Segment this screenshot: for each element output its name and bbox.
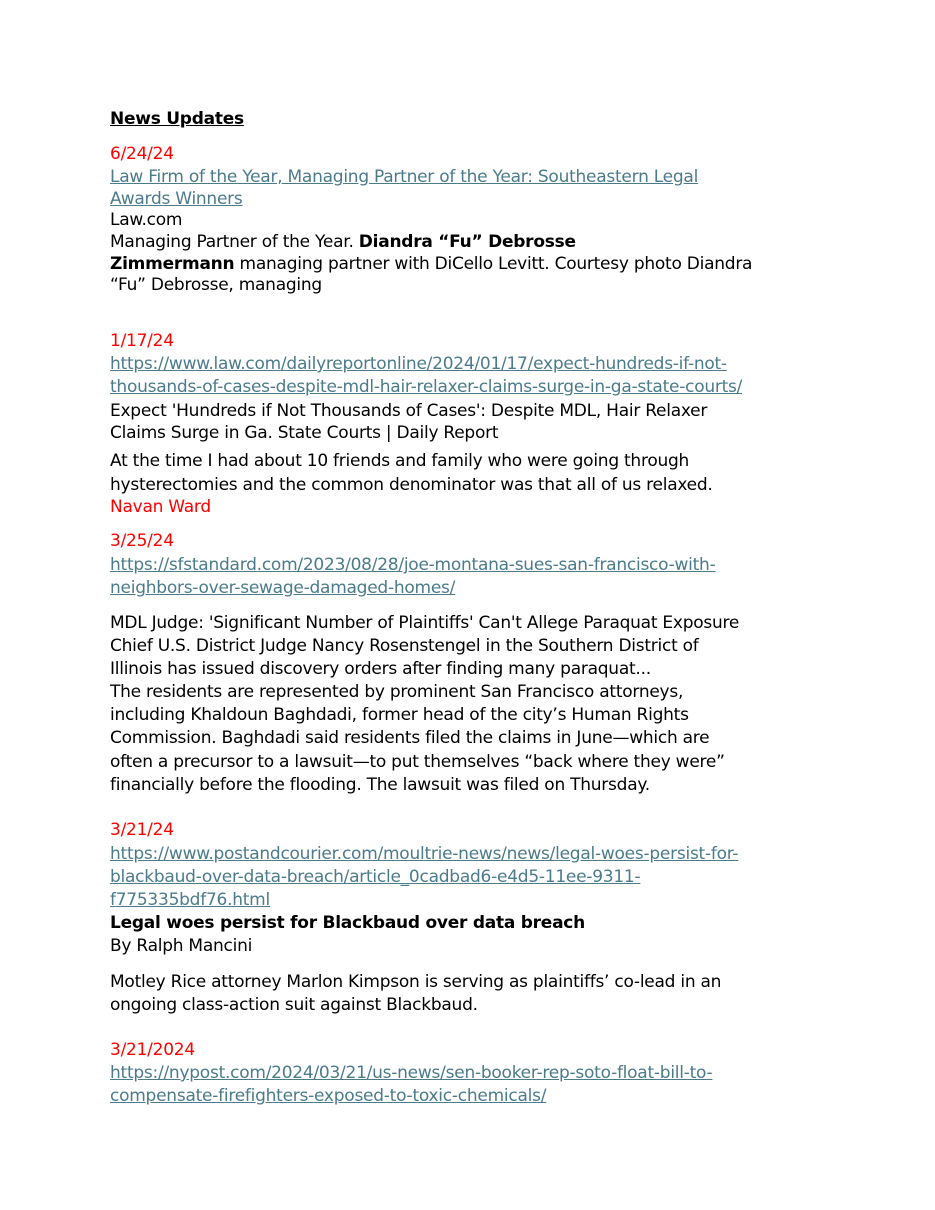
news-body-line: MDL Judge: 'Significant Number of Plaintiffs' Can't Allege Paraquat Exposure xyxy=(110,613,740,633)
news-byline: By Ralph Mancini xyxy=(110,936,253,956)
news-body-line: Motley Rice attorney Marlon Kimpson is serving as plaintiffs’ co-lead in an xyxy=(110,972,722,992)
news-link[interactable]: blackbaud-over-data-breach/article_0cadbad6-e4d5-11ee-9311- xyxy=(110,867,641,887)
news-body-line: including Khaldoun Baghdadi, former head of the city’s Human Rights xyxy=(110,705,689,725)
news-date: 3/21/24 xyxy=(110,820,174,840)
news-link[interactable]: Law Firm of the Year, Managing Partner of the Year: Southeastern Legal xyxy=(110,167,699,187)
news-body-line: ongoing class-action suit against Blackbaud. xyxy=(110,995,478,1015)
news-link[interactable]: Awards Winners xyxy=(110,189,243,209)
page-heading: News Updates xyxy=(110,109,244,129)
news-date: 6/24/24 xyxy=(110,144,174,164)
news-author: Navan Ward xyxy=(110,497,211,517)
news-title: Legal woes persist for Blackbaud over data breach xyxy=(110,913,585,933)
news-link[interactable]: https://sfstandard.com/2023/08/28/joe-montana-sues-san-francisco-with- xyxy=(110,555,716,575)
news-link[interactable]: https://nypost.com/2024/03/21/us-news/sen-booker-rep-soto-float-bill-to- xyxy=(110,1063,713,1083)
news-link[interactable]: neighbors-over-sewage-damaged-homes/ xyxy=(110,578,456,598)
news-link[interactable]: compensate-firefighters-exposed-to-toxic-chemicals/ xyxy=(110,1086,547,1106)
bold-name: Diandra “Fu” Debrosse xyxy=(358,232,576,252)
news-date: 3/25/24 xyxy=(110,531,174,551)
news-body-line: “Fu” Debrosse, managing xyxy=(110,275,322,295)
news-body-line xyxy=(110,253,752,276)
news-title: Expect 'Hundreds if Not Thousands of Cases': Despite MDL, Hair Relaxer xyxy=(110,401,708,421)
news-link[interactable]: thousands-of-cases-despite-mdl-hair-relaxer-claims-surge-in-ga-state-courts/ xyxy=(110,377,743,397)
text: Managing Partner of the Year. xyxy=(110,232,359,252)
news-link[interactable]: https://www.law.com/dailyreportonline/2024/01/17/expect-hundreds-if-not- xyxy=(110,354,727,374)
news-date: 3/21/2024 xyxy=(110,1040,195,1060)
news-body-line: Chief U.S. District Judge Nancy Rosenstengel in the Southern District of xyxy=(110,636,699,656)
news-body-line: often a precursor to a lawsuit—to put themselves “back where they were” xyxy=(110,752,725,772)
news-quote: At the time I had about 10 friends and family who were going through xyxy=(110,451,690,471)
news-quote: hysterectomies and the common denominator was that all of us relaxed. xyxy=(110,475,713,495)
news-date: 1/17/24 xyxy=(110,331,174,351)
news-link[interactable]: f775335bdf76.html xyxy=(110,890,270,910)
bold-name: Zimmermann xyxy=(110,254,235,274)
news-source: Law.com xyxy=(110,210,183,230)
news-body-line: The residents are represented by prominent San Francisco attorneys, xyxy=(110,682,684,702)
news-body-line: Illinois has issued discovery orders after finding many paraquat... xyxy=(110,659,651,679)
news-body-line: Commission. Baghdadi said residents filed the claims in June—which are xyxy=(110,728,710,748)
news-link[interactable]: https://www.postandcourier.com/moultrie-news/news/legal-woes-persist-for- xyxy=(110,844,739,864)
text: managing partner with DiCello Levitt. Courtesy photo Diandra xyxy=(234,254,753,274)
news-title: Claims Surge in Ga. State Courts | Daily Report xyxy=(110,423,499,443)
news-body-line xyxy=(110,231,576,254)
news-body-line: financially before the flooding. The lawsuit was filed on Thursday. xyxy=(110,775,650,795)
